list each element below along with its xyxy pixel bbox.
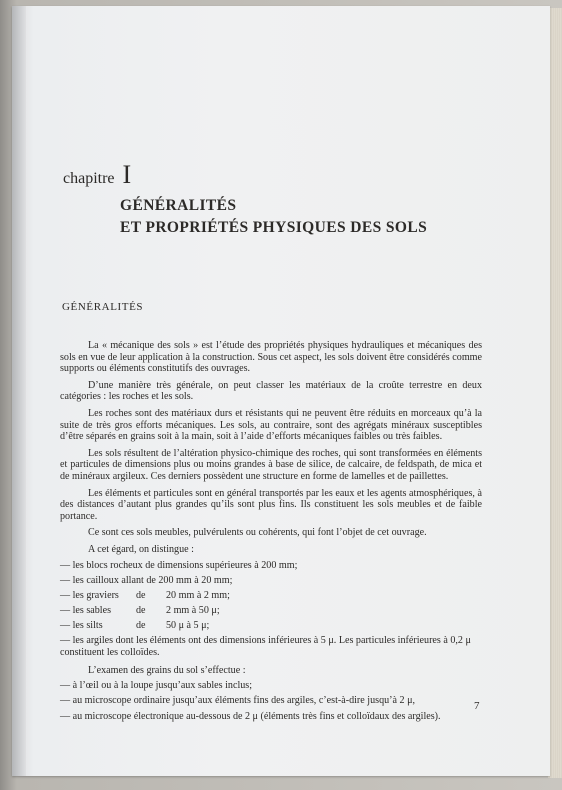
chapter-heading xyxy=(63,160,131,190)
chapter-word: chapitre xyxy=(63,170,115,187)
paragraph: Les sols résultent de l’altération physico-chimique des roches, qui sont transformées en éléments et particules de dimensions plus ou moins grandes à base de silice, de calcaire, de feldspath, de mica et de minéraux argileux. Ces derniers possèdent une structure en forme de lamelles et de paillettes. xyxy=(60,447,482,482)
paragraph: Les éléments et particules sont en général transportés par les eaux et les agents atmosphériques, à des distances d’autant plus grandes qu’ils sont plus fins. Ils constituent les sols meubles et de faible portance. xyxy=(60,487,482,522)
paragraph: L’examen des grains du sol s’effectue : xyxy=(88,664,246,676)
section-heading: GÉNÉRALITÉS xyxy=(62,301,144,313)
chapter-title xyxy=(120,195,427,239)
examination-list xyxy=(60,680,482,722)
list-item: — les cailloux allant de 200 mm à 20 mm; xyxy=(60,574,233,586)
page-number: 7 xyxy=(474,700,480,712)
paragraph: A cet égard, on distingue : xyxy=(88,543,194,555)
list-item: — les argiles dont les éléments ont des dimensions inférieures à 5 μ. Les particules inférieures à 0,2 μ constituent les colloïdes. xyxy=(60,635,471,659)
list-item: — les silts de 50 μ à 5 μ; xyxy=(60,620,210,632)
chapter-number: I xyxy=(122,160,132,189)
paragraph: La « mécanique des sols » est l’étude des propriétés physiques hydrauliques et mécaniques des sols en vue de leur application à la construction. Sous cet aspect, les sols doivent être considérés comme supports ou éléments constitutifs des ouvrages. xyxy=(60,340,482,375)
page-gutter xyxy=(12,6,26,776)
list-item: — les blocs rocheux de dimensions supérieures à 200 mm; xyxy=(60,559,298,571)
list-item: — au microscope électronique au-dessous de 2 μ (éléments très fins et colloïdaux des argiles). xyxy=(60,710,441,722)
paragraph: D’une manière très générale, on peut classer les matériaux de la croûte terrestre en deux catégories : les roches et les sols. xyxy=(60,379,482,403)
list-item: — les sables de 2 mm à 50 μ; xyxy=(60,605,220,617)
chapter-title-line-2: ET PROPRIÉTÉS PHYSIQUES DES SOLS xyxy=(120,219,428,236)
list-item: — les graviers de 20 mm à 2 mm; xyxy=(60,589,230,601)
paragraph: Les roches sont des matériaux durs et résistants qui ne peuvent être réduits en morceaux qu’à la suite de très gros efforts mécaniques. Les sols, au contraire, sont des agrégats minéraux susceptibles d’être séparés en grains soit à la main, soit à l’aide d’efforts mécaniques faibles ou très faibles. xyxy=(60,407,482,443)
size-classification-list xyxy=(60,560,482,659)
list-item: — au microscope ordinaire jusqu’aux éléments fins des argiles, c’est-à-dire jusqu’à 2 μ, xyxy=(60,695,416,707)
list-item: — à l’œil ou à la loupe jusqu’aux sables inclus; xyxy=(60,680,253,692)
page-edges xyxy=(548,8,562,778)
chapter-title-line-1: GÉNÉRALITÉS xyxy=(120,197,237,214)
body-text xyxy=(60,340,482,728)
paragraph: Ce sont ces sols meubles, pulvérulents ou cohérents, qui font l’objet de cet ouvrage. xyxy=(88,527,427,539)
